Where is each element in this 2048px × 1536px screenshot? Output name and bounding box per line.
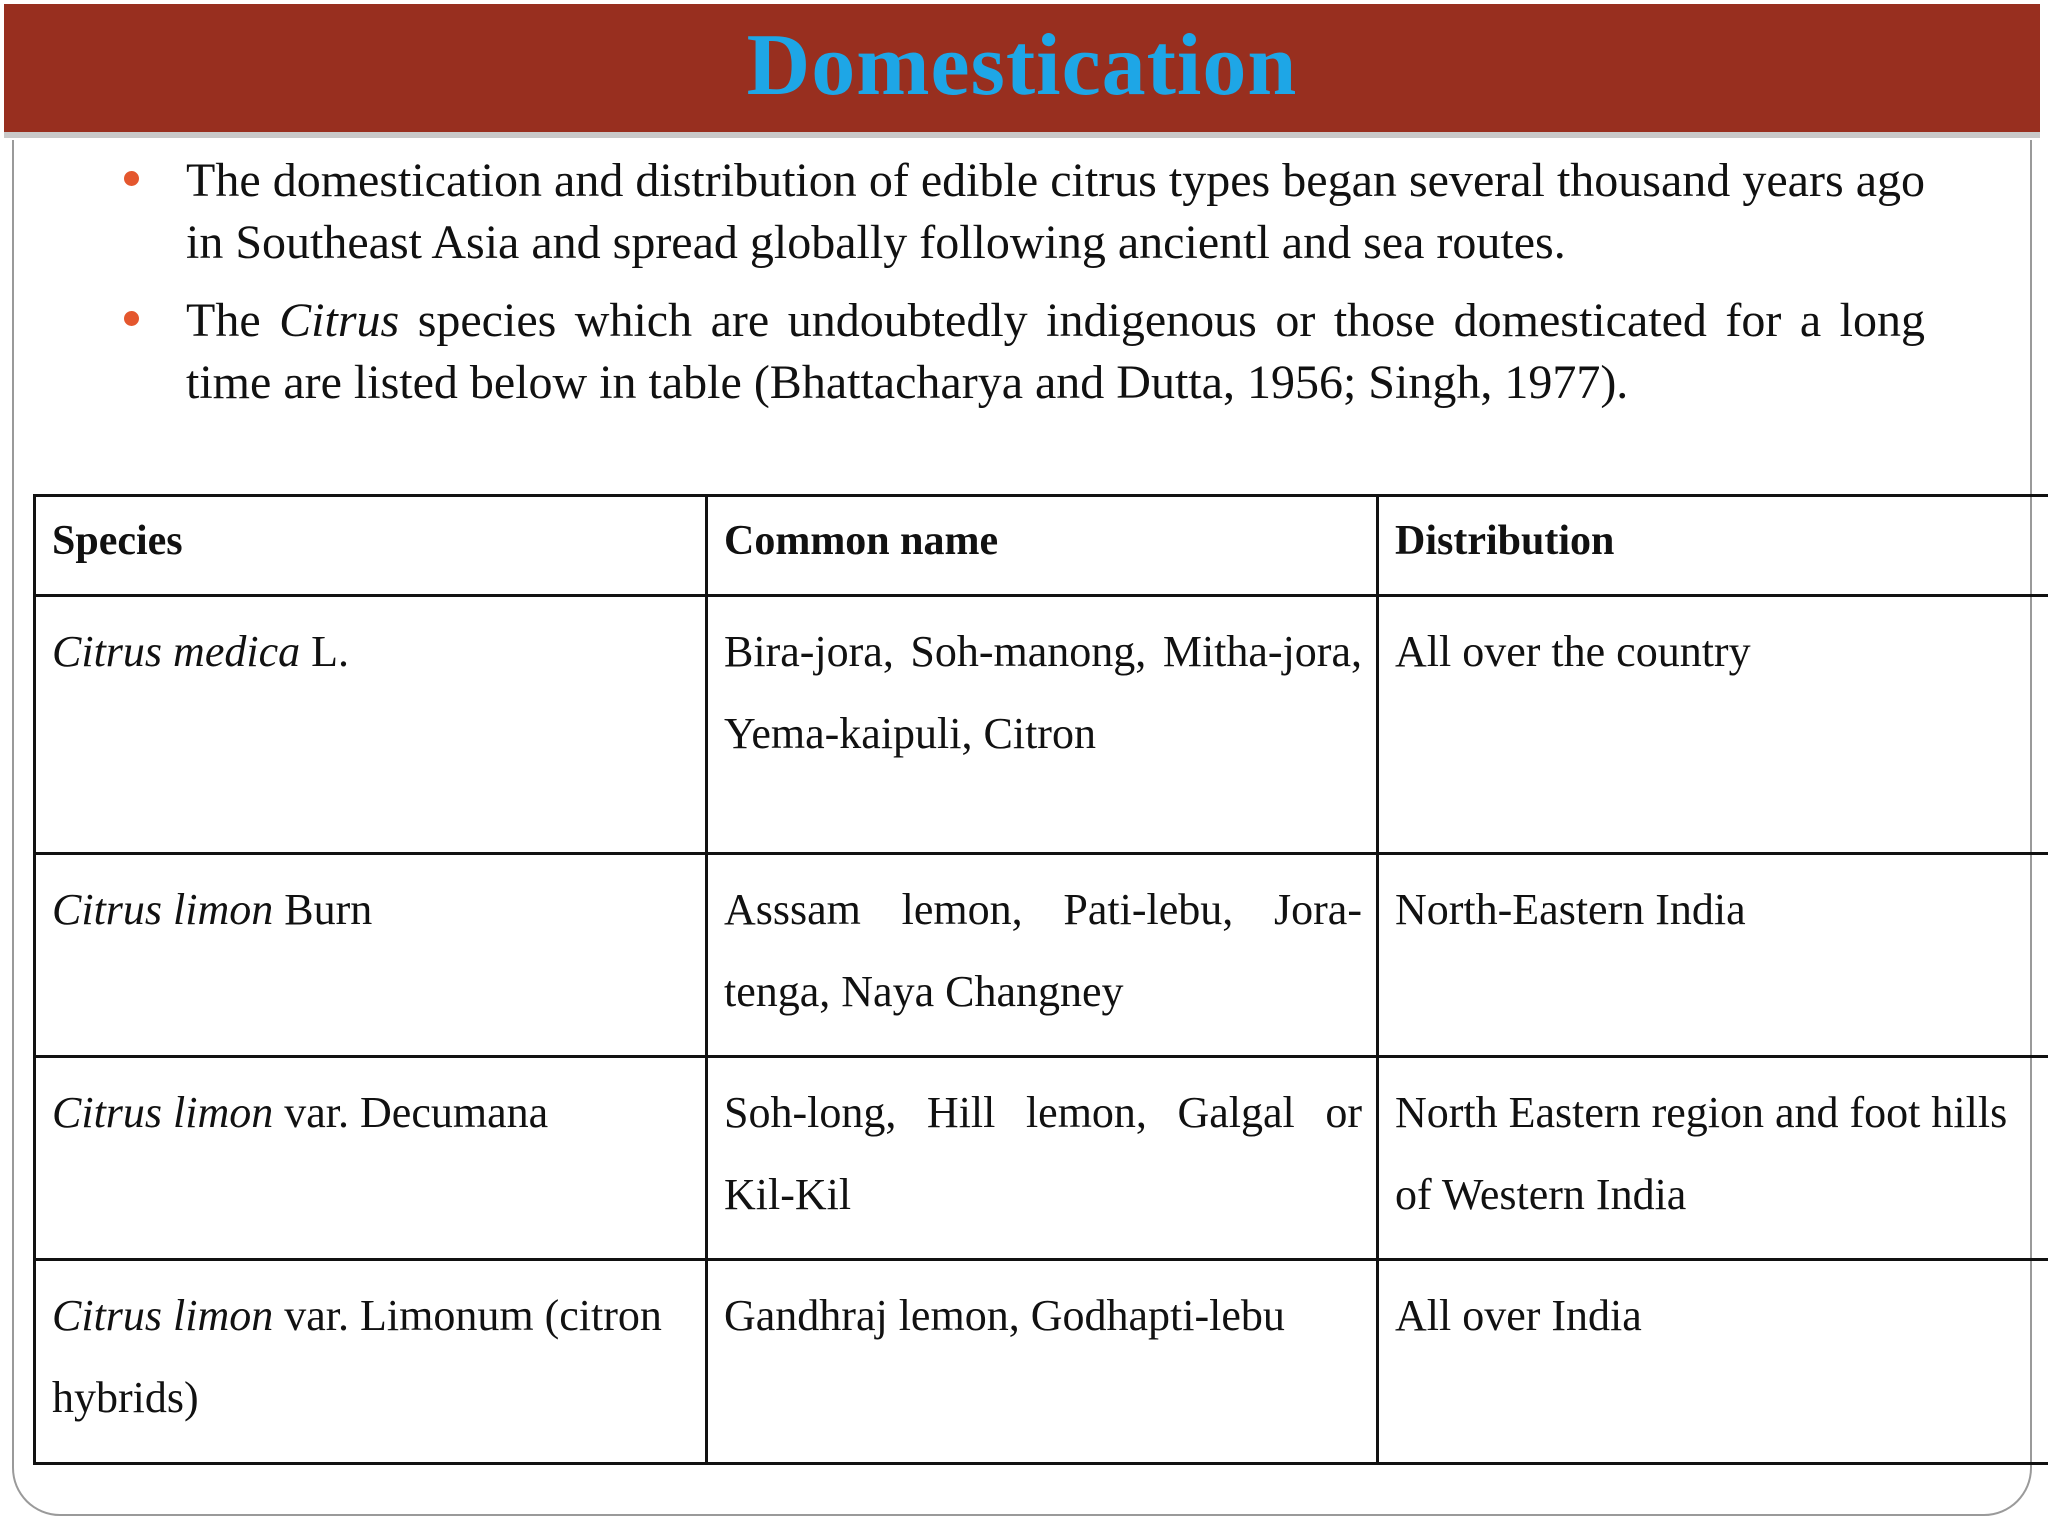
- title-bar: [4, 4, 2040, 132]
- species-name-rest: var. Decumana: [273, 1088, 549, 1137]
- header-distribution: Distribution: [1378, 496, 2048, 596]
- common-name-cell: Soh-long, Hill lemon, Galgal or Kil-Kil: [707, 1057, 1378, 1260]
- bullet-text-before: The: [186, 294, 280, 347]
- slide-title: Domestication: [746, 17, 1298, 114]
- species-name-italic: Citrus limon: [52, 1088, 274, 1137]
- table-row: [35, 854, 2048, 1057]
- species-cell: [35, 1057, 707, 1260]
- species-cell: [35, 854, 707, 1057]
- species-name-italic: Citrus limon: [52, 885, 274, 934]
- table-header-row: [35, 496, 2048, 596]
- species-cell: [35, 1260, 707, 1464]
- species-name-rest: Burn: [273, 885, 373, 934]
- bullet-text-after: species which are undoubtedly indigenous or those domesticated for a long time are listed below in table (Bhattacharya and Dutta, 1956; Singh, 1977).: [186, 294, 1926, 409]
- bullet-item: [120, 150, 1925, 274]
- header-common-name: Common name: [707, 496, 1378, 596]
- table-row: [35, 1057, 2048, 1260]
- species-name-rest: L.: [300, 627, 349, 676]
- bullet-list: [120, 150, 1925, 430]
- bullet-dot-icon: [124, 311, 139, 326]
- header-species: Species: [35, 496, 707, 596]
- bullet-text-italic: Citrus: [279, 294, 400, 347]
- bullet-item: [120, 290, 1925, 414]
- distribution-cell: All over India: [1378, 1260, 2048, 1464]
- bullet-text: The domestication and distribution of edible citrus types began several thousand years ago in Southeast Asia and spread globally following ancientl and sea routes.: [186, 154, 1925, 269]
- distribution-cell: North Eastern region and foot hills of Western India: [1378, 1057, 2048, 1260]
- common-name-cell: Bira-jora, Soh-manong, Mitha-jora, Yema-kaipuli, Citron: [707, 596, 1378, 854]
- bullet-dot-icon: [124, 171, 139, 186]
- distribution-cell: North-Eastern India: [1378, 854, 2048, 1057]
- common-name-cell: Gandhraj lemon, Godhapti-lebu: [707, 1260, 1378, 1464]
- species-name-italic: Citrus medica: [52, 627, 301, 676]
- common-name-cell: Asssam lemon, Pati-lebu, Jora-tenga, Naya Changney: [707, 854, 1378, 1057]
- distribution-cell: All over the country: [1378, 596, 2048, 854]
- species-name-rest: var. Limonum (citron hybrids): [52, 1291, 662, 1422]
- table-row: [35, 596, 2048, 854]
- species-cell: [35, 596, 707, 854]
- species-name-italic: Citrus limon: [52, 1291, 274, 1340]
- table-row: [35, 1260, 2048, 1464]
- species-table: [33, 494, 2048, 1465]
